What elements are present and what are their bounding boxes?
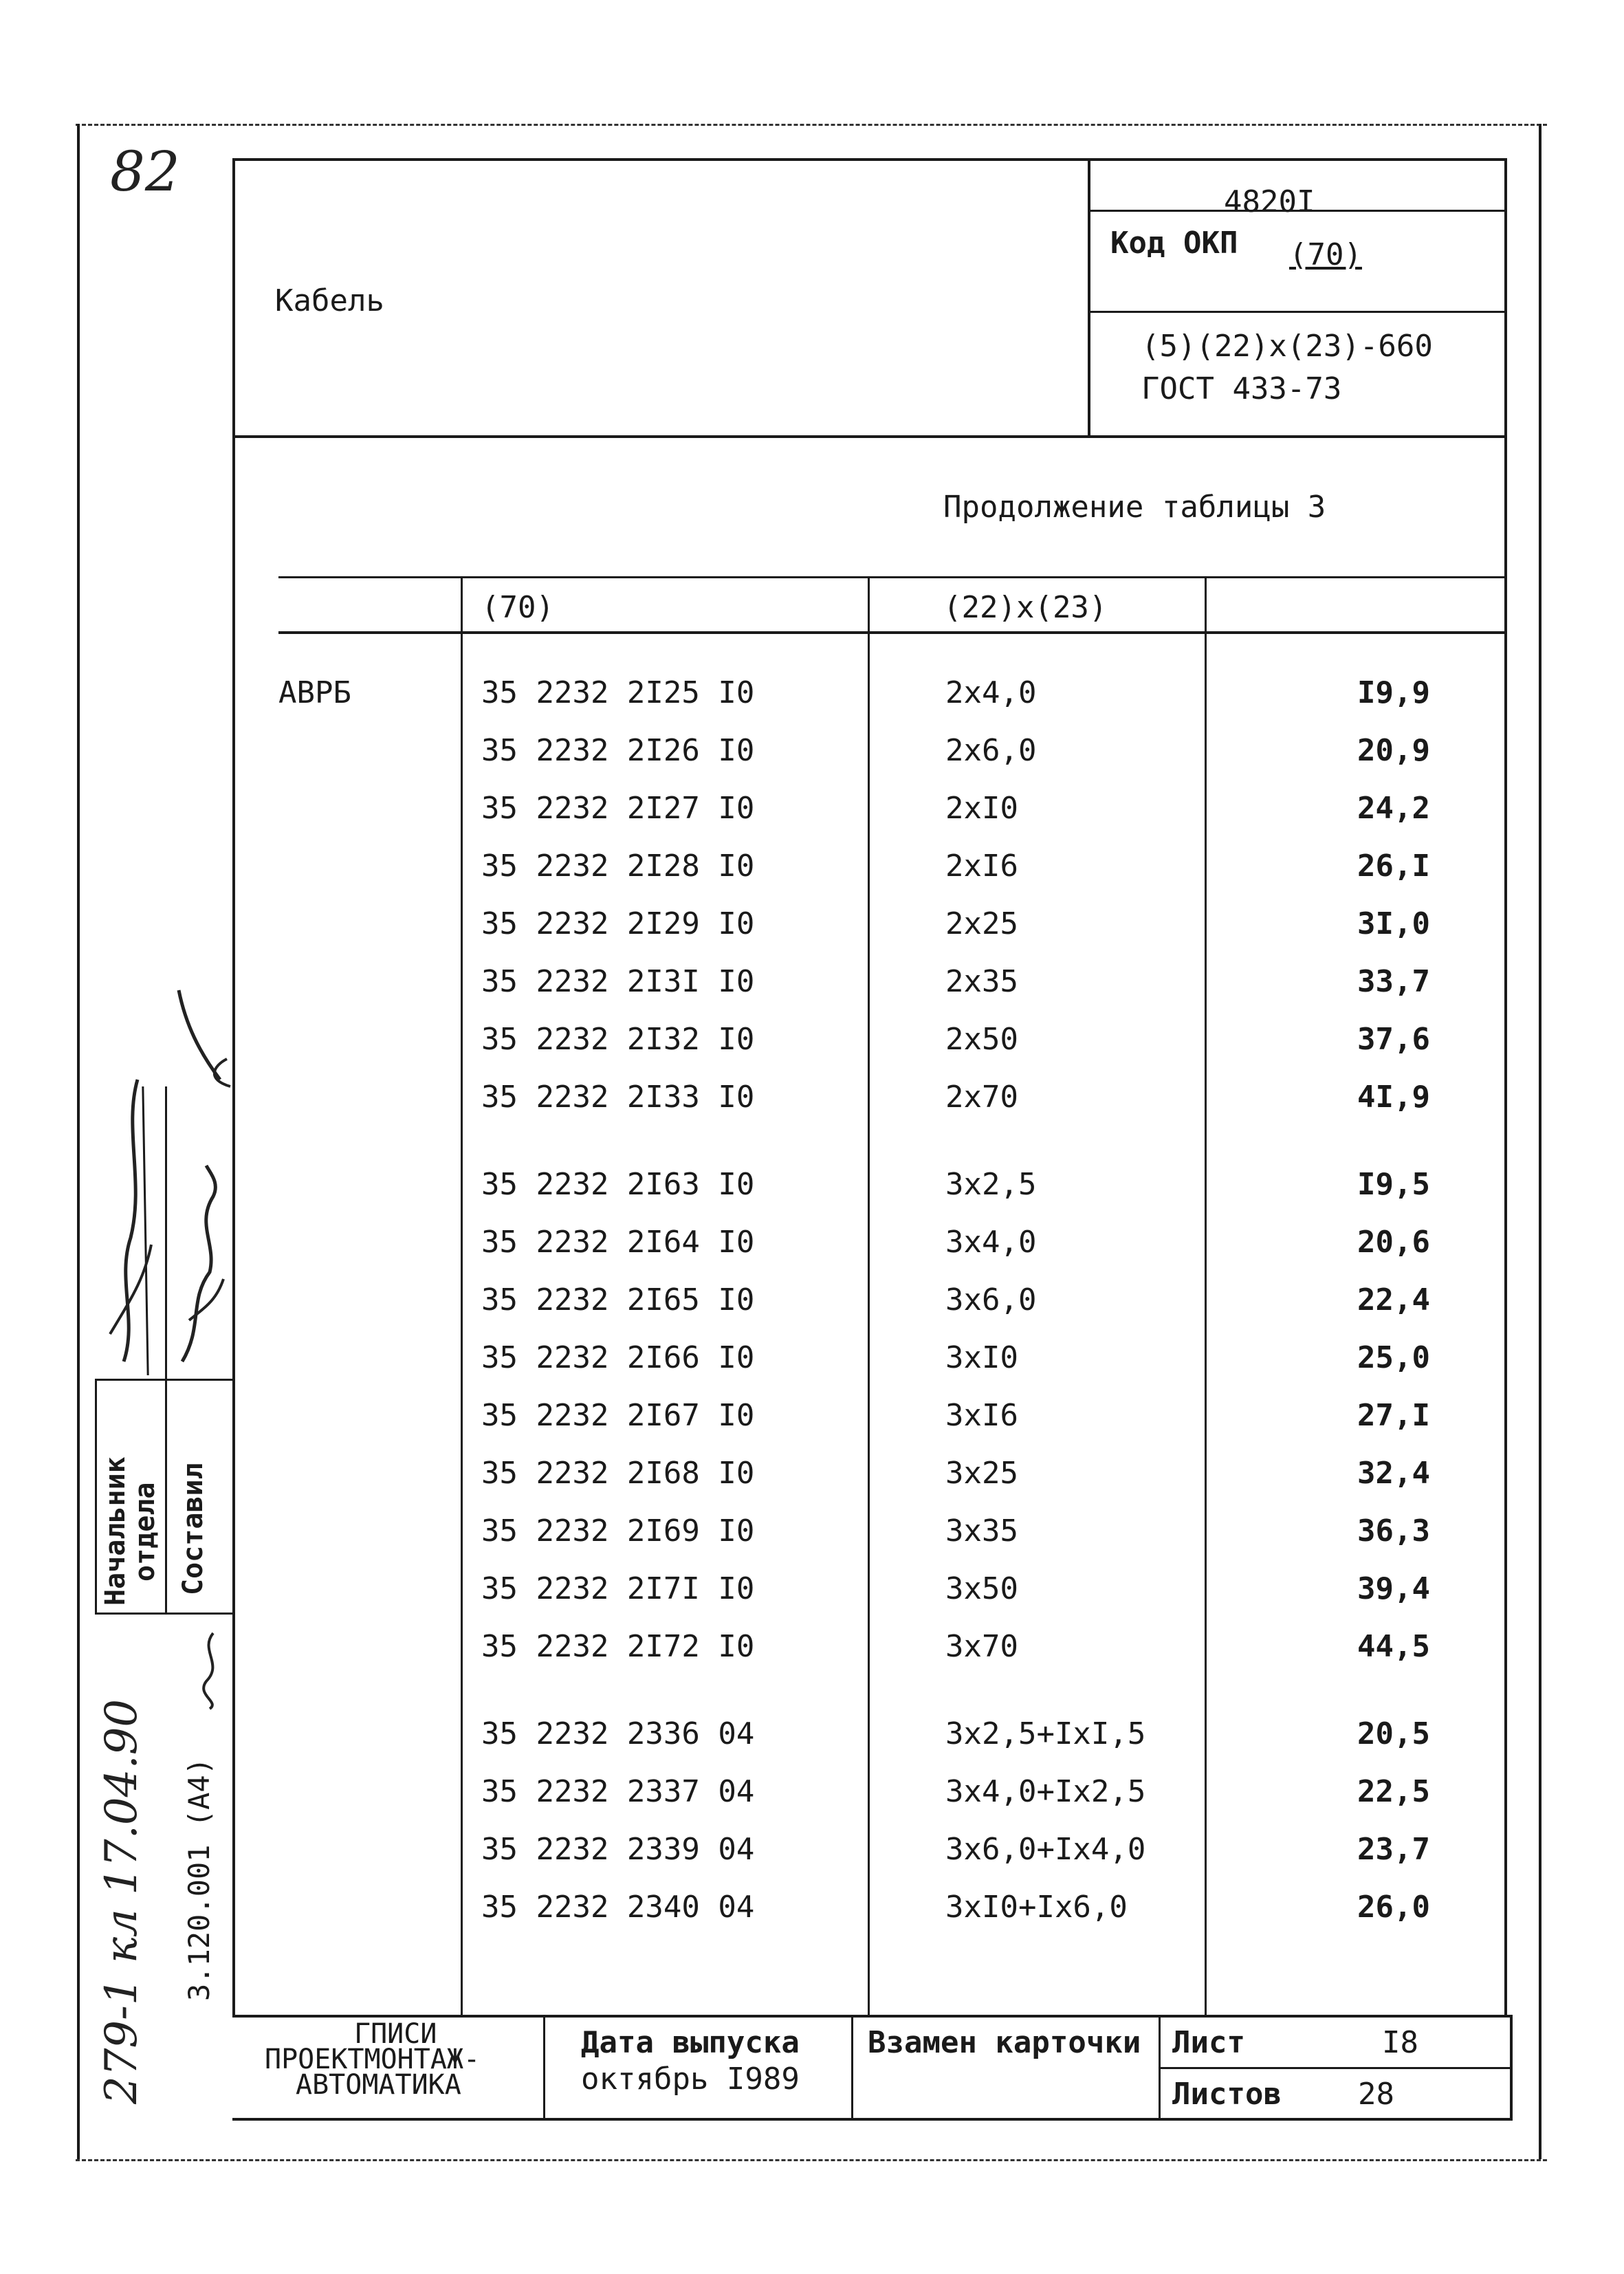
row-size: 2x6,0 [945, 733, 1037, 768]
row-value: 4I,9 [1357, 1080, 1430, 1115]
standard-reference: ГОСТ 433-73 [1141, 371, 1342, 406]
table-row [0, 1069, 1624, 1126]
footer-bottom-line [232, 2118, 1513, 2121]
row-value: 25,0 [1357, 1340, 1430, 1375]
okp-ref: (70) [1289, 237, 1362, 272]
row-size: 3xI0+Ix6,0 [945, 1890, 1128, 1925]
row-size: 2x35 [945, 964, 1018, 999]
column-header-size: (22)x(23) [943, 590, 1108, 625]
author-label: Составил [177, 1463, 209, 1595]
table-row [0, 1214, 1624, 1271]
row-value: 22,4 [1357, 1282, 1430, 1318]
row-value: I9,5 [1357, 1167, 1430, 1202]
table-row [0, 722, 1624, 780]
header-divider [1088, 158, 1090, 437]
table-row [0, 1502, 1624, 1560]
row-code: 35 2232 2337 04 [481, 1774, 755, 1809]
signature-author-icon [168, 1162, 230, 1368]
margin-box-bottom [95, 1612, 232, 1615]
org-line-2: ПРОЕКТМОНТАЖ- [265, 2044, 481, 2075]
product-name: Кабель [275, 283, 384, 318]
row-size: 3x6,0+Ix4,0 [945, 1832, 1146, 1867]
margin-box-top [95, 1379, 232, 1381]
signature-small-icon [186, 1630, 234, 1712]
row-size: 2x70 [945, 1080, 1018, 1115]
row-value: 37,6 [1357, 1022, 1430, 1057]
row-code: 35 2232 2I64 I0 [481, 1225, 755, 1260]
row-size: 3x2,5 [945, 1167, 1037, 1202]
row-code: 35 2232 2I66 I0 [481, 1340, 755, 1375]
table-row [0, 1011, 1624, 1069]
table-row [0, 1271, 1624, 1329]
row-size: 3x6,0 [945, 1282, 1037, 1318]
row-code: 35 2232 2339 04 [481, 1832, 755, 1867]
header-bottom [232, 435, 1507, 438]
column-header-code: (70) [481, 590, 554, 625]
row-value: 33,7 [1357, 964, 1430, 999]
row-value: 26,I [1357, 849, 1430, 884]
row-value: 27,I [1357, 1398, 1430, 1433]
row-size: 2x50 [945, 1022, 1018, 1057]
footer-div-2 [851, 2015, 853, 2119]
table-row [0, 1156, 1624, 1214]
row-value: 32,4 [1357, 1456, 1430, 1491]
row-code: 35 2232 2340 04 [481, 1890, 755, 1925]
bottom-dashed-border [76, 2159, 1547, 2161]
table-row [0, 1560, 1624, 1618]
row-value: 23,7 [1357, 1832, 1430, 1867]
table-row [0, 664, 1624, 722]
signature-head-icon [96, 1073, 165, 1375]
release-date: октябрь I989 [581, 2062, 800, 2097]
sheets-label: Листов [1172, 2077, 1282, 2112]
row-code: 35 2232 2336 04 [481, 1716, 755, 1751]
replaces-label: Взамен карточки [868, 2025, 1141, 2060]
row-code: 35 2232 2I72 I0 [481, 1629, 755, 1664]
row-code: 35 2232 2I7I I0 [481, 1571, 755, 1606]
row-value: 24,2 [1357, 791, 1430, 826]
table-row [0, 1387, 1624, 1445]
row-size: 2x25 [945, 906, 1018, 941]
row-code: 35 2232 2I3I I0 [481, 964, 755, 999]
sheet-value: I8 [1382, 2025, 1418, 2060]
row-size: 2x4,0 [945, 675, 1037, 710]
row-value: 20,6 [1357, 1225, 1430, 1260]
table-row [0, 1763, 1624, 1821]
table-caption: Продолжение таблицы 3 [943, 490, 1326, 525]
row-value: 36,3 [1357, 1513, 1430, 1549]
row-size: 3x25 [945, 1456, 1018, 1491]
table-row [0, 895, 1624, 953]
handwritten-reference: 279-1 кл 17.04.90 [96, 1698, 147, 2104]
top-dashed-border [76, 124, 1547, 126]
header-sub-2 [1088, 311, 1506, 313]
margin-box-left [95, 1379, 97, 1615]
row-size: 3x35 [945, 1513, 1018, 1549]
row-value: 20,5 [1357, 1716, 1430, 1751]
release-label: Дата выпуска [581, 2025, 800, 2060]
row-code: 35 2232 2I26 I0 [481, 733, 755, 768]
page-number: 82 [110, 140, 180, 204]
row-value: I9,9 [1357, 675, 1430, 710]
row-value: 39,4 [1357, 1571, 1430, 1606]
frame-top [232, 158, 1507, 161]
row-code: 35 2232 2I33 I0 [481, 1080, 755, 1115]
row-value: 3I,0 [1357, 906, 1430, 941]
code-number: 4820I [1224, 184, 1315, 219]
table-row [0, 1618, 1624, 1676]
table-row [0, 1821, 1624, 1879]
okp-label: Код ОКП [1110, 226, 1238, 261]
row-value: 20,9 [1357, 733, 1430, 768]
table-row [0, 1329, 1624, 1387]
org-line-3: АВТОМАТИКА [296, 2069, 461, 2101]
row-size: 3xI6 [945, 1398, 1018, 1433]
row-size: 3x4,0 [945, 1225, 1037, 1260]
footer-div-1 [543, 2015, 545, 2119]
sheet-label: Лист [1172, 2025, 1245, 2060]
cable-brand: АВРБ [278, 675, 351, 710]
document-code: 3.120.001 (А4) [182, 1757, 216, 2001]
head-label-line-1: Начальник [100, 1456, 131, 1606]
row-code: 35 2232 2I65 I0 [481, 1282, 755, 1318]
margin-box-mid [165, 1086, 167, 1615]
row-size: 2xI0 [945, 791, 1018, 826]
row-value: 44,5 [1357, 1629, 1430, 1664]
row-size: 3xI0 [945, 1340, 1018, 1375]
table-row [0, 1879, 1624, 1936]
row-size: 3x50 [945, 1571, 1018, 1606]
cable-designation: (5)(22)x(23)-660 [1141, 329, 1433, 364]
row-code: 35 2232 2I29 I0 [481, 906, 755, 941]
row-size: 3x4,0+Ix2,5 [945, 1774, 1146, 1809]
table-row [0, 1705, 1624, 1763]
table-row [0, 780, 1624, 838]
row-code: 35 2232 2I28 I0 [481, 849, 755, 884]
signature-mark-icon [165, 983, 241, 1093]
row-size: 3x70 [945, 1629, 1018, 1664]
row-value: 26,0 [1357, 1890, 1430, 1925]
row-code: 35 2232 2I63 I0 [481, 1167, 755, 1202]
footer-top-line [232, 2015, 1513, 2018]
footer-sheet-line [1159, 2067, 1511, 2069]
row-code: 35 2232 2I27 I0 [481, 791, 755, 826]
row-value: 22,5 [1357, 1774, 1430, 1809]
row-code: 35 2232 2I67 I0 [481, 1398, 755, 1433]
row-code: 35 2232 2I32 I0 [481, 1022, 755, 1057]
row-size: 3x2,5+IxI,5 [945, 1716, 1146, 1751]
row-code: 35 2232 2I68 I0 [481, 1456, 755, 1491]
row-code: 35 2232 2I25 I0 [481, 675, 755, 710]
head-label-line-2: отдела [129, 1482, 161, 1582]
table-row [0, 838, 1624, 895]
row-size: 2xI6 [945, 849, 1018, 884]
table-row [0, 1445, 1624, 1502]
table-row [0, 953, 1624, 1011]
org-line-1: ГПИСИ [354, 2018, 437, 2050]
row-code: 35 2232 2I69 I0 [481, 1513, 755, 1549]
sheets-value: 28 [1358, 2077, 1394, 2112]
